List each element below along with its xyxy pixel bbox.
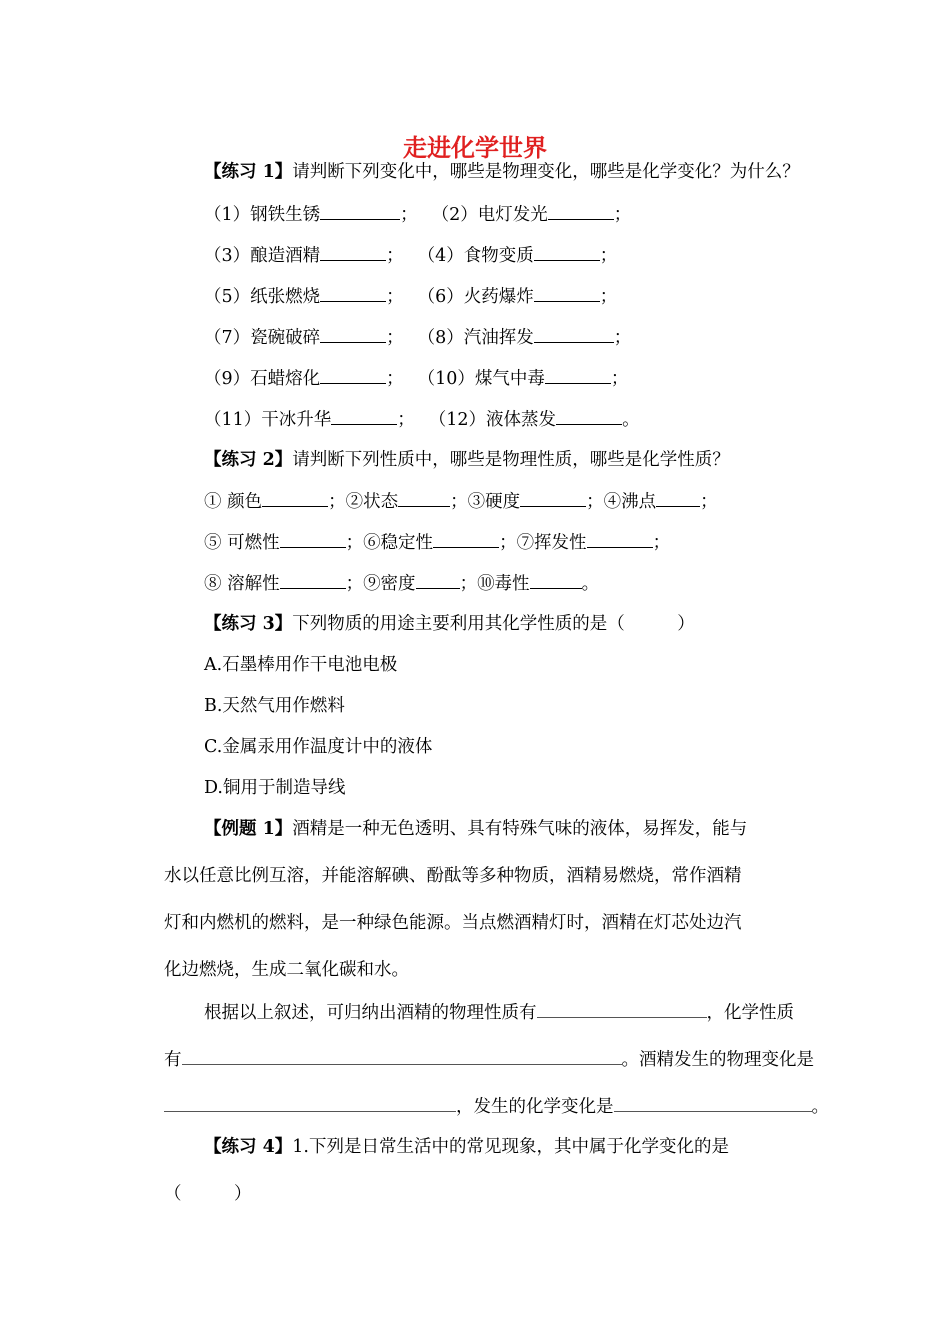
answer-blank[interactable] [320,202,400,220]
separator: ； [499,533,517,553]
separator: ； [613,328,632,348]
answer-blank[interactable] [433,530,499,548]
answer-blank[interactable] [320,366,386,384]
separator: ； [652,533,671,553]
ex2-item: ⑤ 可燃性 [204,533,280,553]
separator: ； [599,287,618,307]
ex2-row-3 [204,571,599,596]
answer-blank[interactable] [587,530,653,548]
answer-blank[interactable] [548,202,614,220]
question-text: ，化学性质 [706,1003,794,1023]
separator: ； [386,328,404,348]
answer-blank[interactable] [534,325,614,343]
answer-blank[interactable] [534,284,600,302]
ex3-option-b: B.天然气用作燃料 [204,696,345,716]
ex3-heading: 【练习 3】 [204,614,293,634]
answer-blank[interactable] [398,489,450,507]
separator: ； [386,287,404,307]
separator: ； [610,369,629,389]
ex3-question: 下列物质的用途主要利用其化学性质的是（ ） [292,614,695,634]
ex4-question-line [204,1135,729,1159]
answer-blank[interactable] [262,489,328,507]
separator: ； [386,246,404,266]
ex1-item: （9）石蜡熔化 [204,369,321,389]
example1-question-1 [204,1000,794,1025]
answer-blank[interactable] [320,243,386,261]
ex2-item: ③硬度 [467,492,521,512]
ex3-option-a: A.石墨棒用作干电池电极 [204,655,398,675]
example1-question-3 [164,1094,829,1119]
ex1-item: （6）火药爆炸 [417,287,534,307]
example1-heading: 【例题 1】 [204,819,293,839]
separator: ； [386,369,404,389]
ex4-question: 1.下列是日常生活中的常见现象，其中属于化学变化的是 [292,1137,729,1157]
end-mark: 。 [622,410,640,430]
ex2-heading: 【练习 2】 [204,450,293,470]
answer-blank[interactable] [320,325,386,343]
ex4-answer-paren: （ ） [164,1184,252,1204]
answer-blank[interactable] [656,489,700,507]
separator: ； [328,492,346,512]
example1-line-1 [204,817,747,841]
ex2-question-line [204,448,730,472]
question-text: 有 [164,1050,182,1070]
answer-blank[interactable] [614,1094,812,1112]
answer-blank[interactable] [164,1094,456,1112]
ex2-item: ⑥稳定性 [363,533,434,553]
ex1-row-6 [204,407,640,432]
ex1-row-2 [204,243,617,268]
ex2-item: ⑧ 溶解性 [204,574,280,594]
question-text: ，发生的化学变化是 [456,1097,614,1117]
separator: ； [345,574,364,594]
answer-blank[interactable] [331,407,397,425]
answer-blank[interactable] [520,489,586,507]
separator: ； [700,492,718,512]
answer-blank[interactable] [280,571,346,589]
answer-blank[interactable] [556,407,622,425]
ex2-row-2 [204,530,670,555]
ex1-row-4 [204,325,631,350]
answer-blank[interactable] [530,571,582,589]
ex1-item: （3）酿造酒精 [204,246,321,266]
separator: ； [613,205,632,225]
separator: ； [400,205,418,225]
example1-line-4: 化边燃烧，生成二氧化碳和水。 [164,960,409,980]
ex1-row-5 [204,366,628,391]
answer-blank[interactable] [280,530,346,548]
answer-blank[interactable] [416,571,460,589]
separator: ； [397,410,415,430]
ex2-item: ⑦挥发性 [516,533,587,553]
answer-blank[interactable] [545,366,611,384]
separator: ； [586,492,604,512]
ex2-question: 请判断下列性质中，哪些是物理性质，哪些是化学性质？ [292,450,730,470]
ex1-question: 请判断下列变化中，哪些是物理变化，哪些是化学变化？为什么？ [292,162,800,182]
ex1-item: （11）干冰升华 [204,410,332,430]
answer-blank[interactable] [320,284,386,302]
ex3-question-line [204,612,695,636]
ex1-item: （5）纸张燃烧 [204,287,321,307]
ex2-item: ⑨密度 [363,574,416,594]
ex2-item: ① 颜色 [204,492,263,512]
answer-blank[interactable] [537,1000,707,1018]
ex4-heading: 【练习 4】 [204,1137,293,1157]
answer-blank[interactable] [534,243,600,261]
example1-line-3: 灯和内燃机的燃料，是一种绿色能源。当点燃酒精灯时，酒精在灯芯处边汽 [164,913,742,933]
ex1-item: （10）煤气中毒 [417,369,545,389]
ex2-row-1 [204,489,718,514]
ex2-item: ②状态 [345,492,399,512]
ex1-heading: 【练习 1】 [204,162,293,182]
ex3-option-d: D.铜用于制造导线 [204,778,346,798]
ex1-row-1 [204,202,631,227]
example1-text: 酒精是一种无色透明、具有特殊气味的液体，易挥发，能与 [292,819,748,839]
ex1-item: （1）钢铁生锈 [204,205,321,225]
question-text: 根据以上叙述，可归纳出酒精的物理性质有 [204,1003,537,1023]
ex1-item: （4）食物变质 [417,246,534,266]
question-text: 。酒精发生的物理变化是 [621,1050,814,1070]
page-title: 走进化学世界 [403,134,547,162]
ex1-item: （8）汽油挥发 [417,328,534,348]
end-mark: 。 [581,574,600,594]
separator: ； [459,574,478,594]
ex1-question-line [204,160,800,184]
ex1-item: （7）瓷碗破碎 [204,328,321,348]
answer-blank[interactable] [182,1047,622,1065]
question-text: 。 [811,1097,829,1117]
separator: ； [345,533,364,553]
ex1-row-3 [204,284,617,309]
separator: ； [599,246,618,266]
ex3-option-c: C.金属汞用作温度计中的液体 [204,737,433,757]
example1-line-2: 水以任意比例互溶，并能溶解碘、酚酞等多种物质，酒精易燃烧，常作酒精 [164,866,742,886]
ex2-item: ④沸点 [603,492,657,512]
ex1-item: （2）电灯发光 [431,205,548,225]
ex2-item: ⑩毒性 [477,574,530,594]
ex1-item: （12）液体蒸发 [428,410,557,430]
separator: ； [450,492,468,512]
example1-question-2 [164,1047,814,1072]
